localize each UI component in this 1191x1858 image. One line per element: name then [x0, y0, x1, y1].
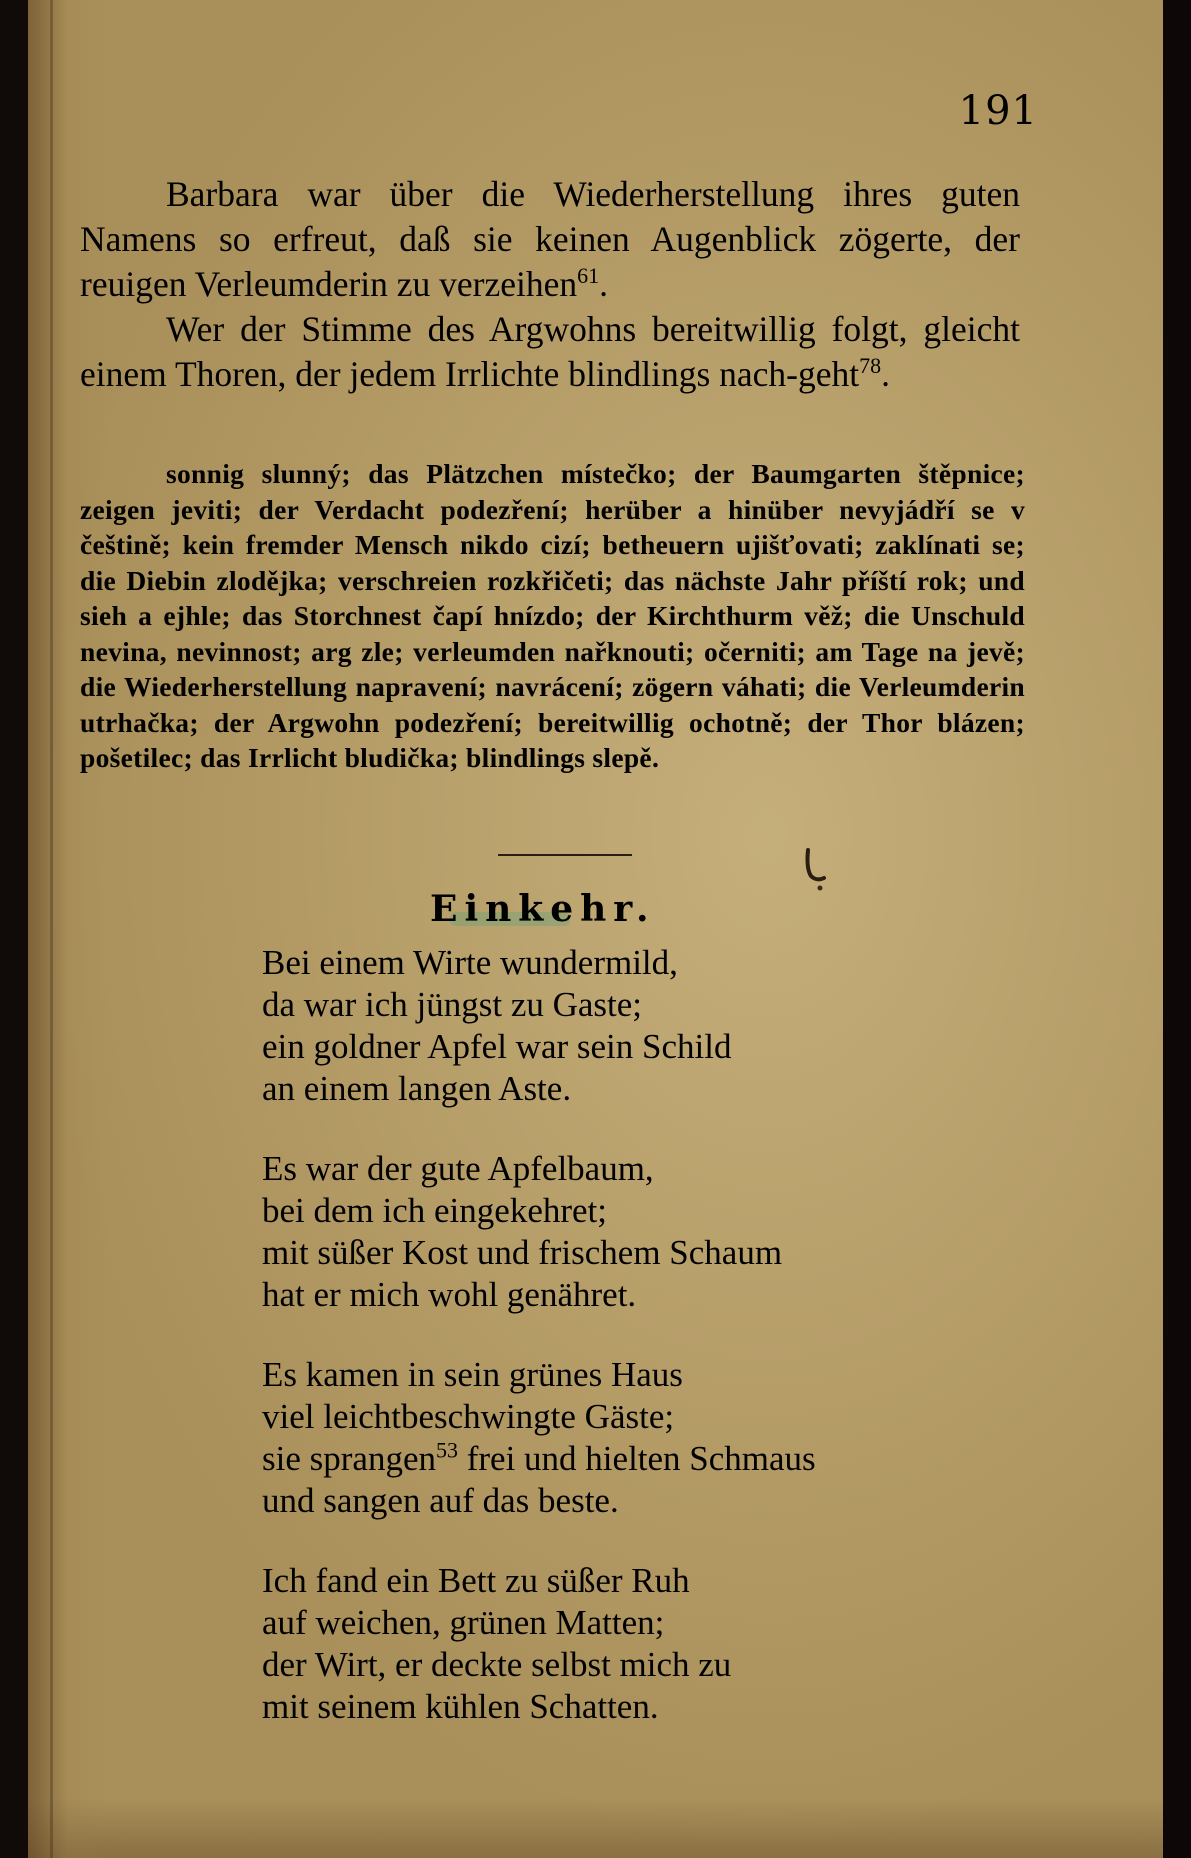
prose-paragraph-2: [80, 307, 1020, 397]
footnote-ref: 78: [859, 353, 882, 379]
poem-line: an einem langen Aste.: [262, 1069, 572, 1108]
scan-frame-left: [0, 0, 28, 1858]
prose-paragraph-1: [80, 172, 1020, 307]
poem-line: der Wirt, er deckte selbst mich zu: [262, 1645, 732, 1684]
poem-line-text: sie sprangen: [262, 1439, 436, 1478]
poem-title: Einkehr.: [430, 888, 656, 930]
page-number: 191: [958, 88, 1038, 134]
poem-line: Ich fand ein Bett zu süßer Ruh: [262, 1561, 690, 1600]
vocabulary-glossary: sonnig slunný; das Plätzchen místečko; der Baumgarten štěpnice; zeigen jeviti; der Verdacht podezření; herüber a hinüber nevyjádří se v češtině; kein fremder Mensch nikdo cizí; betheuern ujišťovati; zaklínati se; die Diebin zlodějka; verschreien rozkřičeti; das nächste Jahr příští rok; und sieh a ejhle; das Storchnest čapí hnízdo; der Kirchthurm věž; die Unschuld nevina, nevinnost; arg zle; verleumden nařknouti; očerniti; am Tage na jevě; die Wiederherstellung napravení; navrácení; zögern váhati; die Verleumderin utrhačka; der Argwohn podezření; bereitwillig ochotně; der Thor blázen; pošetilec; das Irrlicht bludička; blindlings slepě.: [80, 458, 1025, 773]
poem-line: Bei einem Wirte wundermild,: [262, 943, 678, 982]
poem-line: Es war der gute Apfelbaum,: [262, 1149, 654, 1188]
poem-line: viel leichtbeschwingte Gäste;: [262, 1397, 675, 1436]
prose-paragraph-2-end: .: [881, 354, 890, 394]
poem-line-text: frei und hielten Schmaus: [457, 1439, 816, 1478]
poem-line: mit süßer Kost und frischem Schaum: [262, 1233, 783, 1272]
poem-stanza-4: [262, 1560, 1022, 1728]
ink-mark: [802, 846, 830, 892]
scan-frame-right: [1163, 0, 1191, 1858]
poem-line: da war ich jüngst zu Gaste;: [262, 985, 643, 1024]
poem-line: mit seinem kühlen Schatten.: [262, 1687, 659, 1726]
poem-line: auf weichen, grünen Matten;: [262, 1603, 665, 1642]
footnote-ref: 53: [435, 1437, 458, 1463]
prose-paragraph-1-text: Barbara war über die Wiederherstellung ihres guten Namens so erfreut, daß sie keinen Augenblick zögerte, der reuigen Verleumderin zu verzeihen: [80, 174, 1020, 304]
poem-line: [262, 1438, 1022, 1480]
poem-stanza-2: [262, 1148, 1022, 1316]
prose-section: [80, 172, 1020, 397]
poem-stanza-1: [262, 942, 1022, 1110]
poem: [262, 942, 1022, 1766]
poem-stanza-3: [262, 1354, 1022, 1522]
poem-line: ein goldner Apfel war sein Schild: [262, 1027, 732, 1066]
poem-line: und sangen auf das beste.: [262, 1481, 619, 1520]
footnote-ref: 61: [577, 263, 600, 289]
page-spine-shadow: [50, 0, 53, 1858]
poem-line: Es kamen in sein grünes Haus: [262, 1355, 683, 1394]
prose-paragraph-1-end: .: [599, 264, 608, 304]
section-divider: [498, 854, 632, 856]
prose-paragraph-2-text: Wer der Stimme des Argwohns bereitwillig folgt, gleicht einem Thoren, der jedem Irrlichte blindlings nach-geht: [80, 309, 1020, 394]
poem-line: bei dem ich eingekehret;: [262, 1191, 607, 1230]
poem-line: hat er mich wohl genähret.: [262, 1275, 637, 1314]
